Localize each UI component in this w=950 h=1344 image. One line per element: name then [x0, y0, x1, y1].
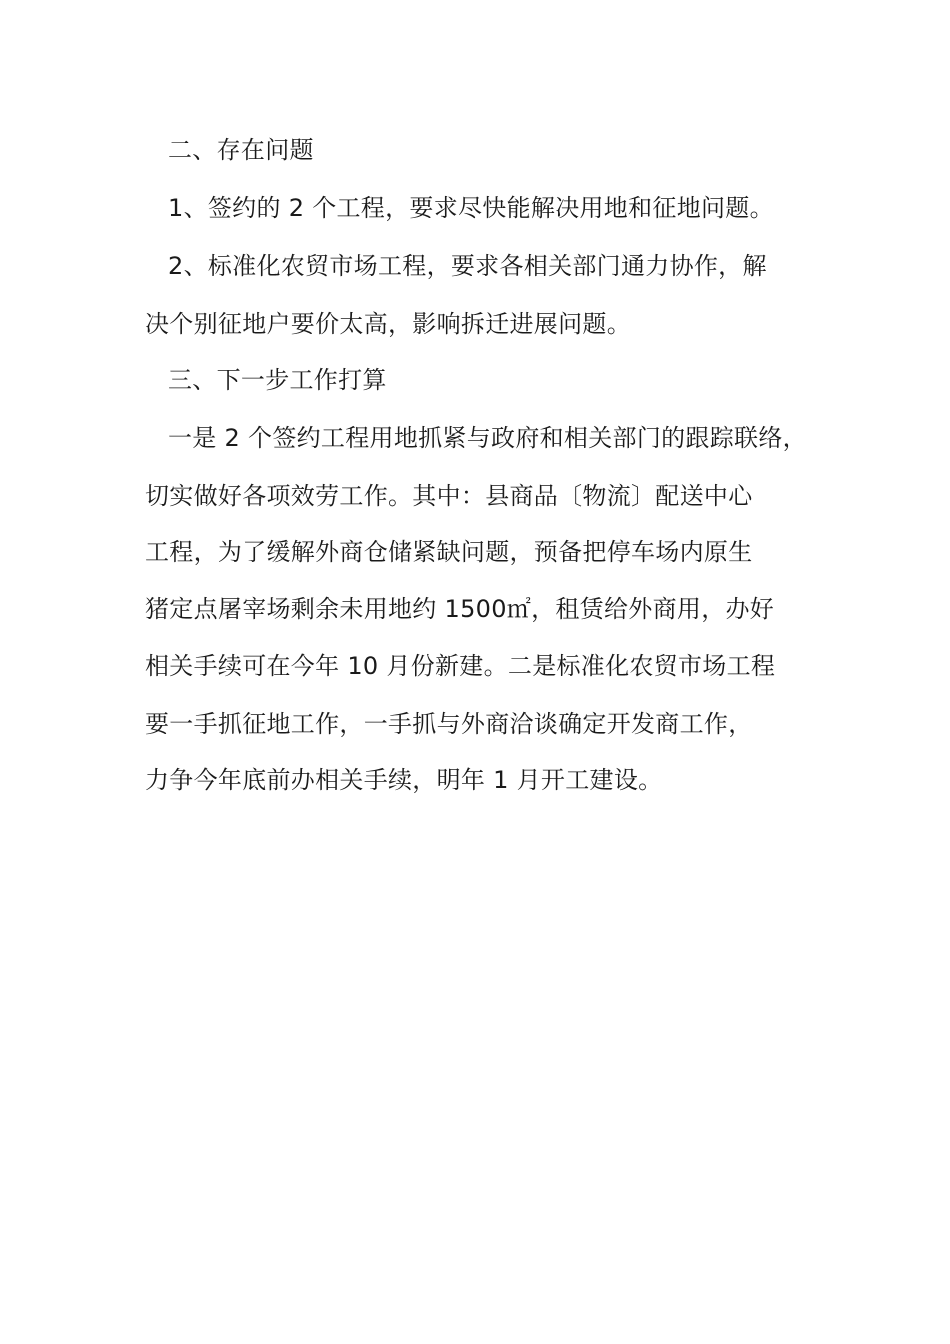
- plan-paragraph-line-5: 相关手续可在今年 10 月份新建。二是标准化农贸市场工程: [145, 652, 776, 680]
- issue-item-2-line-1: 2、标准化农贸市场工程，要求各相关部门通力协作，解: [168, 252, 767, 280]
- issue-item-1: 1、签约的 2 个工程，要求尽快能解决用地和征地问题。: [168, 194, 774, 222]
- plan-paragraph-line-7: 力争今年底前办相关手续，明年 1 月开工建设。: [145, 766, 663, 794]
- plan-paragraph-line-6: 要一手抓征地工作，一手抓与外商洽谈确定开发商工作，: [145, 710, 753, 738]
- section-heading-next-steps: 三、下一步工作打算: [168, 366, 387, 394]
- plan-paragraph-line-4: 猪定点屠宰场剩余未用地约 1500㎡，租赁给外商用，办好: [145, 595, 775, 623]
- section-heading-issues: 二、存在问题: [168, 136, 314, 164]
- plan-paragraph-line-1: 一是 2 个签约工程用地抓紧与政府和相关部门的跟踪联络，: [168, 424, 807, 452]
- plan-paragraph-line-3: 工程，为了缓解外商仓储紧缺问题，预备把停车场内原生: [145, 538, 753, 566]
- issue-item-2-line-2: 决个别征地户要价太高，影响拆迁进展问题。: [145, 310, 631, 338]
- plan-paragraph-line-2: 切实做好各项效劳工作。其中：县商品〔物流〕配送中心: [145, 482, 753, 510]
